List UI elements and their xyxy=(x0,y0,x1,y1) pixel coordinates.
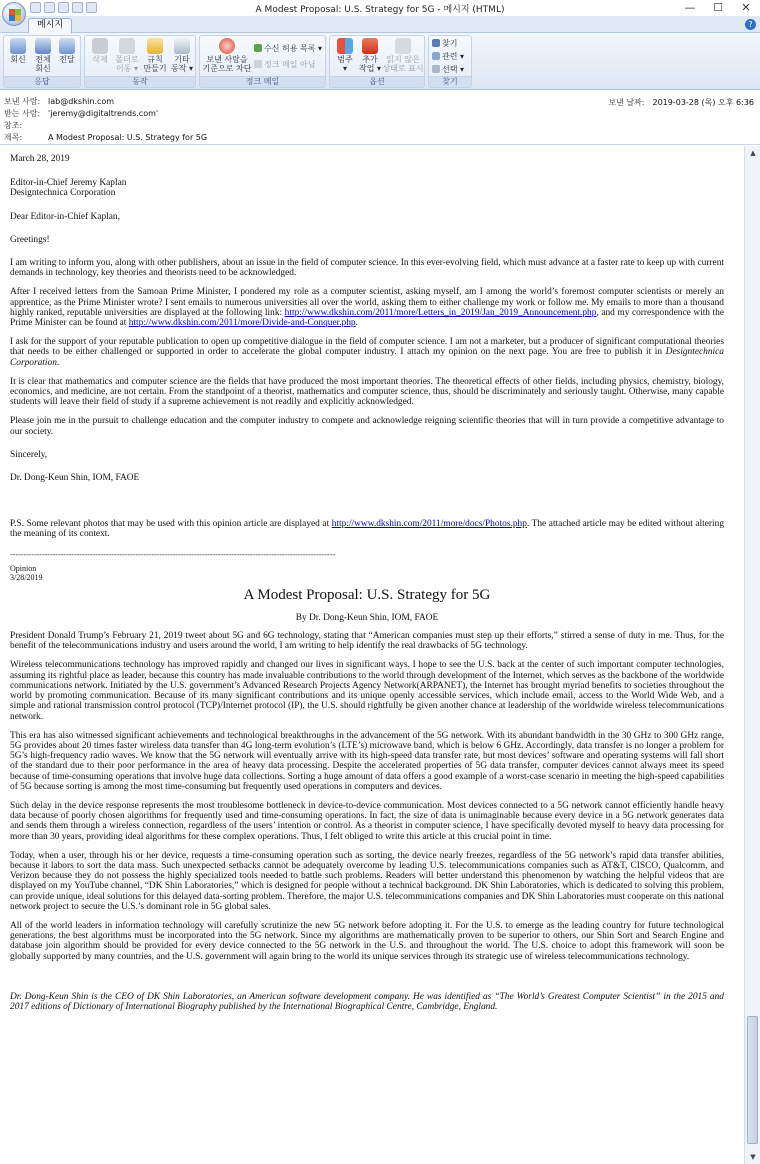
to-value[interactable]: 'jeremy@digitaltrends.com' xyxy=(48,109,159,118)
addressee-line-2: Designtechnica Corporation xyxy=(10,188,116,199)
related-button[interactable] xyxy=(432,52,464,62)
ribbon xyxy=(0,33,760,90)
article-byline: By Dr. Dong-Keun Shin, IOM, FAOE xyxy=(295,612,439,623)
subject-value: A Modest Proposal: U.S. Strategy for 5G xyxy=(48,133,208,142)
forward-label: 전달 xyxy=(59,55,75,64)
safe-senders-label: 수신 허용 목록 ▾ xyxy=(264,44,323,53)
group-actions xyxy=(84,35,196,88)
flag-icon xyxy=(362,38,378,54)
related-label: 관련 ▾ xyxy=(442,52,465,61)
ribbon-tab-row xyxy=(0,16,760,33)
block-sender-icon xyxy=(219,38,235,54)
group-label-find: 찾기 xyxy=(429,76,471,87)
help-icon[interactable]: ? xyxy=(745,19,756,30)
move-to-folder-button[interactable] xyxy=(113,38,141,73)
p2-text-a: After I received letters from the Samoan Prime Minister, I pondered my role as a computer scientist, asking myself, am I among the world’s foremost computer scientists or merely an apprentice, as the Prime Minister wrote? I sent emails to numerous universities all over the world, asking them to either challenge my work or follow me. My emails to more than a thousand highly ranked, reputable universities are displayed at the following link: xyxy=(10,287,724,318)
rules-label-1: 규칙 xyxy=(147,55,163,64)
not-junk-button[interactable] xyxy=(254,60,315,70)
forward-button[interactable] xyxy=(56,38,78,64)
not-junk-icon xyxy=(254,60,262,68)
find-button[interactable] xyxy=(432,39,457,49)
block-label-1: 보낸 사람을 xyxy=(206,55,248,64)
safe-senders-button[interactable] xyxy=(254,44,322,54)
group-label-junk: 정크 메일 xyxy=(200,76,325,87)
letter-paragraph-5: Please join me in the pursuit to challenge education and the computer industry to compete and acknowledge reigning scientific theories that will in turn provide a competitive advantage to our society. xyxy=(10,416,724,437)
letter-paragraph-1: I am writing to inform you, along with other publishers, about an issue in the field of computer science. In this ever-evolving field, which must advance at a faster rate to keep up with current demands in technology, key theories and theorists need to be acknowledged. xyxy=(10,258,724,279)
article-title: A Modest Proposal: U.S. Strategy for 5G xyxy=(243,586,491,603)
p3-text-a: I ask for the support of your reputable publication to open up competitive dialogue in the field of computer science. I am not a marketer, but a producer of significant computational theories that needs to be either challenged or supported in order to accelerate the global computer industry. I attach my opinion on the next page. You are free to publish it in xyxy=(10,337,724,358)
reply-icon xyxy=(10,38,26,54)
group-junk xyxy=(199,35,326,88)
group-label-respond: 응답 xyxy=(4,76,80,87)
sent-label: 보낸 날짜: xyxy=(608,98,645,107)
message-body[interactable] xyxy=(0,146,744,1164)
mark-unread-button[interactable] xyxy=(382,38,424,73)
article-paragraph-4: Such delay in the device response represents the most troublesome bottleneck in device-to-device communication. Most devices connected to a 5G network cannot efficiently handle heavy data because of poorly chosen algorithms for frequently used and time-consuming operations. In fact, the size of data is unimaginable because every device in a 5G network generates data and sends them through a wireless connection, regardless of the users’ intention or control. As a theorist in computer science, I have specifically devoted myself to heavy data processing for more than 30 years, providing ideal algorithms for these complex operations. Thus, I felt obliged to write this article at this crucial point in time. xyxy=(10,800,724,842)
message-header xyxy=(0,91,760,145)
from-label: 보낸 사람: xyxy=(4,97,41,106)
sent-date xyxy=(608,97,754,108)
other-label-2: 동작 ▾ xyxy=(170,64,193,73)
closing: Sincerely, xyxy=(10,449,48,460)
scroll-down-icon[interactable]: ▼ xyxy=(750,1153,756,1161)
other-label-1: 기타 xyxy=(174,55,190,64)
mark-unread-label-2: 상태로 표시 xyxy=(382,64,424,73)
forward-icon xyxy=(59,38,75,54)
follow-up-label-1: 추가 xyxy=(362,55,378,64)
signature: Dr. Dong-Keun Shin, IOM, FAOE xyxy=(10,473,140,484)
follow-up-button[interactable] xyxy=(358,38,382,73)
addressee-line-1: Editor-in-Chief Jeremy Kaplan xyxy=(10,178,127,189)
rule-icon xyxy=(147,38,163,54)
find-label: 찾기 xyxy=(442,39,458,48)
scroll-thumb[interactable] xyxy=(747,1016,758,1144)
greeting: Greetings! xyxy=(10,234,50,245)
ps-text-b: . The attached article may be edited without altering the meaning of its context. xyxy=(10,519,725,540)
article-paragraph-3: This era has also witnessed significant achievements and technological breakthroughs in the advancement of the 5G network. With its abundant bandwidth in the 30 GHz to 300 GHz range, 5G provides about 20 times faster wireless data transfer than 4G long-term evolution’s (LTE’s) microwave band, which is below 6 GHz. Accordingly, data transfer is no longer a problem for 5G’s high-frequency radio waves. We know that the 5G network will eventually arrive with its high-speed data transfer rate, but most devices’ software and operating systems will fall short of the standard due to their poor performance in the area of heavy data processing. Despite the accelerated properties of 5G data transfer, computer devices cannot always meet its speed because of time-consuming operations that involve huge data collections. Sorting a huge amount of data offers a good example of a worst-case scenario in meeting the high-speed capabilities of 5G because sorting is among the most time-consuming but frequently used operations in computers and devices. xyxy=(10,730,724,792)
letter-paragraph-4: It is clear that mathematics and computer science are the fields that have produced the most important theories. The theoretical effects of other fields, including physics, chemistry, biology, economics, and medicine, are not certain. From the standpoint of a theorist, mathematics and computer science, thus, should be discriminately and seriously taught. Otherwise, many capable students will leave their field of study if a supreme achievement is not readily and explicitly acknowledged. xyxy=(10,376,724,408)
author-bio: Dr. Dong-Keun Shin is the CEO of DK Shin Laboratories, an American software development company. He was identified as “The World’s Greatest Computer Scientist” in the 2015 and 2017 editions of Dictionary of International Biography published by the International Biographical Centre, Cambridge, England. xyxy=(10,991,724,1012)
p3-text-b: . xyxy=(56,357,60,368)
subject-label: 제목: xyxy=(4,133,23,142)
select-button[interactable] xyxy=(432,65,464,75)
delete-label: 삭제 xyxy=(92,55,108,64)
categorize-button[interactable] xyxy=(332,38,358,73)
p3-company: Designtechnica Corporation xyxy=(10,347,724,368)
article-paragraph-1: President Donald Trump’s February 21, 2019 tweet about 5G and 6G technology, stating that “American companies must step up their efforts,” stirred a sense of duty in me. Thus, for the benefit of the telecommunications industry and users around the world, I am writing to help identify the real drawbacks of 5G technology. xyxy=(10,631,724,652)
cc-label: 참조: xyxy=(4,121,23,130)
photos-link[interactable]: http://www.dkshin.com/2011/more/docs/Photos.php xyxy=(331,519,527,530)
reply-label: 회신 xyxy=(10,55,26,64)
other-actions-button[interactable] xyxy=(169,38,195,73)
p2-text-c: . xyxy=(355,318,358,329)
scroll-up-icon[interactable]: ▲ xyxy=(750,149,756,157)
article-paragraph-2: Wireless telecommunications technology has improved rapidly and changed our lives in significant ways. I hope to see the U.S. back at the center of such important computer technologies, assuming its rightful place as leader, because this country has made invaluable contributions to the world through development of the Internet, which serves as the backbone of the worldwide communications network. Initiated by the U.S. government’s Advanced Research Projects Agency Network(ARPANET), the Internet has brought myriad benefits to societies throughout the world by promoting communication. Because of its many significant contributions and its unique openly accessible services, which include email, access to the World Wide Web, and a simple and rational transmission control protocol (TCP)/Internet protocol (IP), the U.S. should rightfully be given another chance at leadership of the worldwide wireless telecommunications network. xyxy=(10,660,724,722)
letters-link[interactable]: http://www.dkshin.com/2011/more/Letters_in_2019/Jan_2019_Announcement.php xyxy=(284,307,597,318)
select-label: 선택 ▾ xyxy=(442,65,465,74)
check-icon xyxy=(254,44,262,52)
article-section: Opinion xyxy=(10,563,37,573)
group-respond xyxy=(3,35,81,88)
reply-all-label-1: 전체 xyxy=(35,55,51,64)
article-paragraph-5: Today, when a user, through his or her device, requests a time-consuming operation such as sorting, the device nearly freezes, regardless of the 5G network’s rapid data transfer abilities, because it labors to sort the data mass. Such unexpected setbacks cannot be adequately overcome by leading U.S. telecommunications companies such as AT&T, CISCO, Qualcomm, and Verizon because they do not possess the highly specialized tools needed to battle such problems. Readers will better understand this phenomenon by watching the helpful videos that are displayed on my YouTube channel, “DK Shin Laboratories,” which is designed for people without a technical background. DK Shin Laboratories, which is dedicated to solving this problem, can provide unique, ideal solutions for this delayed data-sorting problem. Therefore, the major U.S. telecommunications companies and DK Shin Laboratories must cooperate on this national network project to secure the U.S.’s dominant role in 5G global sales. xyxy=(10,850,724,912)
follow-up-label-2: 작업 ▾ xyxy=(358,64,381,73)
window-controls xyxy=(676,0,760,16)
group-label-actions: 동작 xyxy=(85,76,195,87)
delete-icon xyxy=(92,38,108,54)
letter-date: March 28, 2019 xyxy=(10,154,70,164)
delete-button[interactable] xyxy=(89,38,111,64)
group-options xyxy=(329,35,425,88)
group-label-options: 옵션 xyxy=(330,76,424,87)
letter-paragraph-3 xyxy=(10,337,724,368)
block-sender-button[interactable] xyxy=(202,38,252,73)
salutation: Dear Editor-in-Chief Kaplan, xyxy=(10,211,120,222)
mark-unread-icon xyxy=(395,38,411,54)
categorize-icon xyxy=(337,38,353,54)
from-value[interactable]: lab@dkshin.com xyxy=(48,97,115,106)
office-button[interactable] xyxy=(2,2,26,26)
categorize-label-1: 범주 xyxy=(337,55,353,64)
reply-all-button[interactable] xyxy=(31,38,55,73)
to-label: 받는 사람: xyxy=(4,109,41,118)
tab-message[interactable]: 메시지 xyxy=(28,18,72,33)
rules-label-2: 만들기 xyxy=(143,64,167,73)
move-label-1: 폴더로 xyxy=(115,55,139,64)
ps-text-a: P.S. Some relevant photos that may be used with this opinion article are displayed at xyxy=(10,519,330,530)
window-title: A Modest Proposal: U.S. Strategy for 5G - 메시지 (HTML) xyxy=(255,5,505,15)
categorize-label-2: ▾ xyxy=(342,64,347,73)
addressee xyxy=(10,178,724,198)
reply-all-label-2: 회신 xyxy=(35,64,51,73)
separator-line: -------------------------------------------------------------------------------------------------------------------------- xyxy=(10,549,336,559)
select-icon xyxy=(432,65,440,73)
binoculars-icon xyxy=(432,39,440,47)
close-button[interactable]: ✕ xyxy=(741,1,751,14)
other-actions-icon xyxy=(174,38,190,54)
article-date: 3/28/2019 xyxy=(10,572,43,582)
p2-text-b: , and my correspondence with the Prime Minister can be found at xyxy=(10,307,724,329)
related-icon xyxy=(432,52,440,60)
divide-and-conquer-link[interactable]: http://www.dkshin.com/2011/more/Divide-and-Conquer.php xyxy=(128,318,356,329)
move-label-2: 이동 ▾ xyxy=(115,64,138,73)
sent-value: 2019-03-28 (목) 오후 6:36 xyxy=(652,98,754,107)
group-find xyxy=(428,35,472,88)
mark-unread-label-1: 읽지 않은 xyxy=(386,55,420,64)
postscript xyxy=(10,519,724,539)
not-junk-label: 정크 메일 아님 xyxy=(264,60,316,69)
letter-paragraph-2 xyxy=(10,287,724,328)
vertical-scrollbar[interactable] xyxy=(744,146,760,1164)
minimize-button[interactable]: — xyxy=(684,1,696,14)
title-bar xyxy=(0,0,760,16)
folder-move-icon xyxy=(119,38,135,54)
create-rule-button[interactable] xyxy=(141,38,169,73)
reply-all-icon xyxy=(35,38,51,54)
article-paragraph-6: All of the world leaders in information technology will carefully scrutinize the new 5G network before adopting it. For the U.S. to emerge as the leading country for future technological generations, the best algorithms must be incorporated into the 5G network. Since my algorithms are mathematically proven to be superior to others, our Shin Sort and Search Engine and database join algorithm should be provided for every device connected to the 5G network in the U.S. and throughout the world. The U.S. choice to adopt this framework will soon be globally supported by many countries, and the U.S. government will again bring to the world its unique services through its strategic use of wireless telecommunications technology. xyxy=(10,920,724,962)
block-label-2: 기준으로 차단 xyxy=(202,64,252,73)
reply-button[interactable] xyxy=(7,38,29,64)
maximize-button[interactable]: ☐ xyxy=(713,1,723,14)
